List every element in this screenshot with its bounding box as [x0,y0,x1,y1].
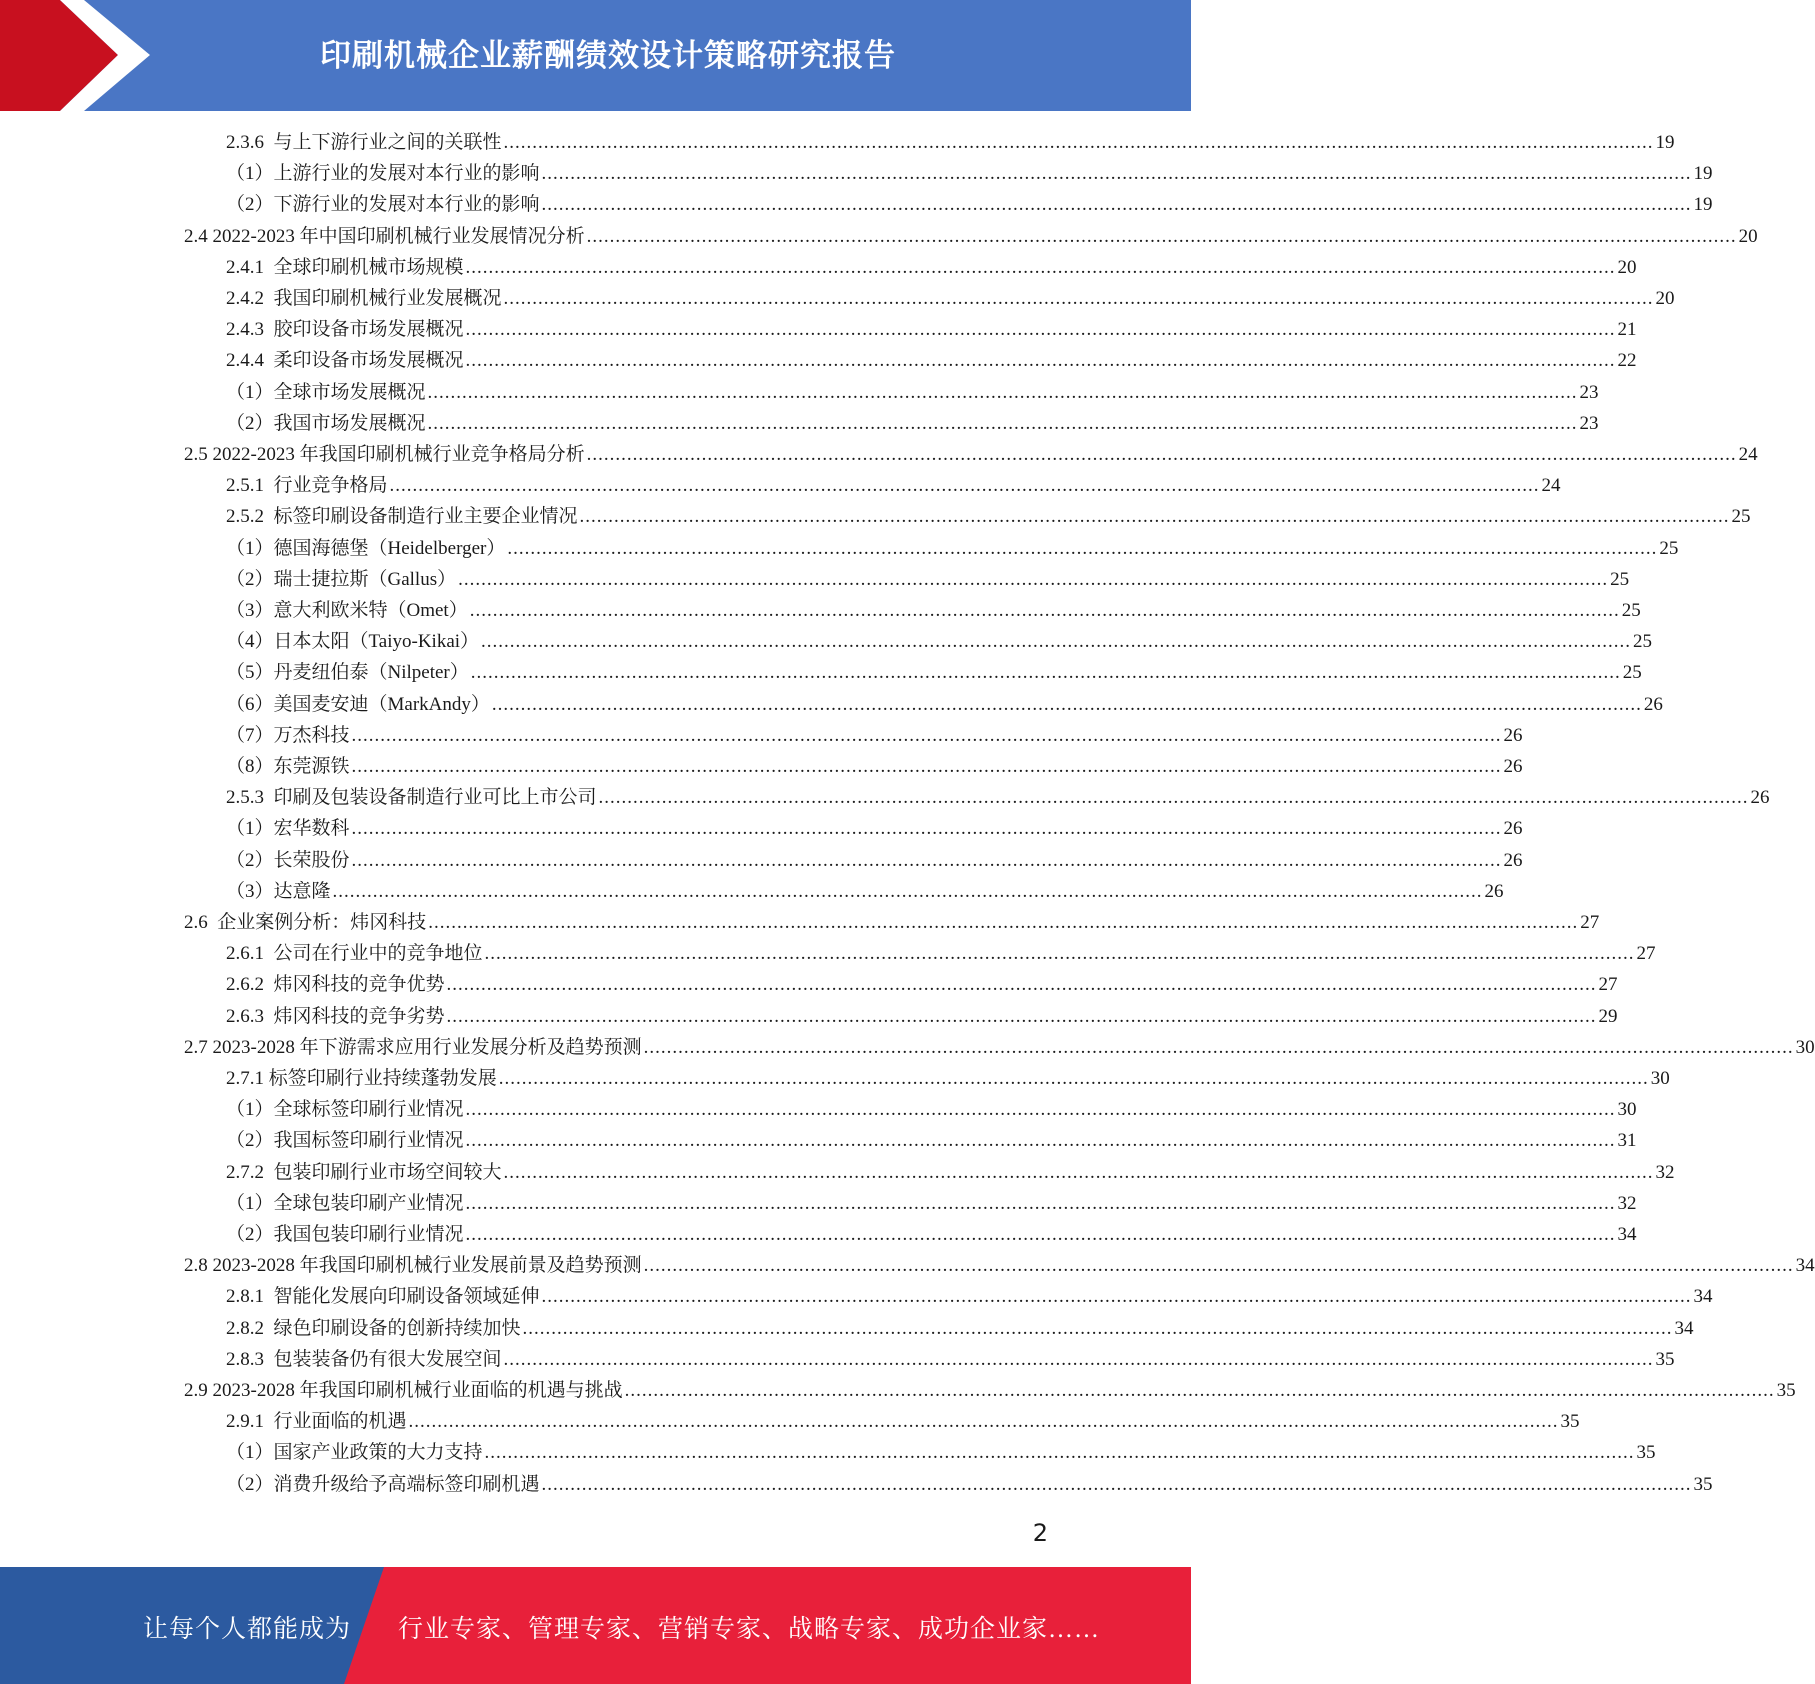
toc-entry-title: （1）德国海德堡（Heidelberger） [226,537,506,559]
toc-leader-dots: ........................................................................................................................................................................................................ [522,1317,1673,1339]
toc-leader-dots: ........................................................................................................................................................................................................ [643,1255,1794,1277]
toc-entry[interactable] [226,1157,1675,1188]
toc-leader-dots: ........................................................................................................................................................................................................ [541,194,1692,216]
toc-leader-dots: ........................................................................................................................................................................................................ [484,1442,1635,1464]
toc-entry-title: 2.3.6 与上下游行业之间的关联性 [226,132,502,153]
toc-entry-page: 35 [1655,1348,1675,1370]
page-header [0,0,1191,111]
toc-leader-dots: ........................................................................................................................................................................................................ [446,974,1597,996]
toc-entry-page: 31 [1617,1130,1637,1152]
toc-entry-title: （2）我国标签印刷行业情况 [226,1130,464,1152]
toc-entry-title: （3）达意隆 [226,880,331,902]
toc-entry[interactable] [184,439,1758,470]
toc-entry[interactable] [226,1001,1618,1032]
toc-leader-dots: ........................................................................................................................................................................................................ [541,1286,1692,1308]
toc-entry-title: 2.8 2023-2028 年我国印刷机械行业发展前景及趋势预测 [184,1255,642,1277]
toc-entry-page: 20 [1655,288,1675,309]
toc-entry-title: （2）我国包装印刷行业情况 [226,1224,464,1245]
toc-leader-dots: ........................................................................................................................................................................................................ [465,1192,1616,1214]
toc-entry[interactable] [226,1406,1580,1437]
toc-entry-title: 2.8.1 智能化发展向印刷设备领域延伸 [226,1286,540,1308]
toc-entry-page: 35 [1636,1442,1656,1464]
toc-entry[interactable] [226,595,1641,626]
toc-leader-dots: ........................................................................................................................................................................................................ [470,662,1621,684]
toc-entry-title: （3）意大利欧米特（Omet） [226,600,468,621]
toc-leader-dots: ........................................................................................................................................................................................................ [332,880,1483,902]
toc-entry-page: 25 [1731,506,1751,528]
toc-leader-dots: ........................................................................................................................................................................................................ [428,912,1579,933]
toc-leader-dots: ........................................................................................................................................................................................................ [481,631,1632,653]
toc-entry-page: 24 [1541,475,1561,497]
toc-entry-title: 2.4 2022-2023 年中国印刷机械行业发展情况分析 [184,225,585,247]
toc-entry[interactable] [226,564,1630,595]
toc-entry-title: （2）瑞士捷拉斯（Gallus） [226,568,457,590]
toc-entry-title: （6）美国麦安迪（MarkAndy） [226,693,490,715]
toc-leader-dots: ........................................................................................................................................................................................................ [465,1224,1616,1245]
toc-entry-page: 30 [1650,1068,1670,1089]
toc-entry-page: 27 [1598,974,1618,996]
toc-leader-dots: ........................................................................................................................................................................................................ [351,724,1502,746]
toc-entry[interactable] [226,1281,1713,1312]
toc-leader-dots: ........................................................................................................................................................................................................ [503,288,1654,309]
toc-entry-page: 23 [1579,381,1599,403]
toc-entry-title: （1）全球市场发展概况 [226,381,426,403]
toc-entry-page: 26 [1750,787,1770,809]
toc-entry-title: （2）下游行业的发展对本行业的影响 [226,194,540,216]
toc-leader-dots: ........................................................................................................................................................................................................ [465,1130,1616,1152]
toc-leader-dots: ........................................................................................................................................................................................................ [465,256,1616,278]
toc-entry-title: 2.7.1 标签印刷行业持续蓬勃发展 [226,1068,497,1089]
toc-entry-page: 24 [1738,444,1758,465]
toc-leader-dots: ........................................................................................................................................................................................................ [507,537,1658,559]
toc-entry-page: 26 [1484,880,1504,902]
toc-leader-dots: ........................................................................................................................................................................................................ [541,163,1692,185]
toc-entry-page: 34 [1617,1224,1637,1245]
toc-entry[interactable] [226,689,1663,720]
toc-entry-page: 34 [1795,1255,1815,1277]
toc-entry-title: 2.9.1 行业面临的机遇 [226,1411,407,1433]
toc-entry-title: 2.5.1 行业竞争格局 [226,475,388,497]
toc-leader-dots: ........................................................................................................................................................................................................ [389,475,1540,497]
toc-entry-page: 20 [1617,256,1637,278]
toc-entry[interactable] [184,1375,1796,1406]
toc-entry-page: 25 [1621,600,1641,621]
toc-entry-title: （2）消费升级给予高端标签印刷机遇 [226,1473,540,1495]
toc-entry-title: （2）长荣股份 [226,849,350,871]
toc-entry-page: 27 [1580,912,1600,933]
toc-entry-title: 2.5.2 标签印刷设备制造行业主要企业情况 [226,506,578,528]
toc-entry[interactable] [226,1125,1637,1156]
toc-entry[interactable] [226,314,1637,345]
toc-leader-dots: ........................................................................................................................................................................................................ [586,444,1737,465]
toc-entry-page: 26 [1503,756,1523,777]
toc-entry-title: 2.7.2 包装印刷行业市场空间较大 [226,1161,502,1183]
toc-entry[interactable] [184,1032,1815,1063]
toc-entry[interactable] [226,1344,1675,1375]
toc-entry-page: 20 [1738,225,1758,247]
toc-entry-page: 19 [1693,194,1713,216]
toc-entry-title: 2.7 2023-2028 年下游需求应用行业发展分析及趋势预测 [184,1036,642,1058]
toc-entry[interactable] [226,657,1642,688]
toc-entry[interactable] [226,751,1523,782]
toc-entry[interactable] [184,221,1758,252]
toc-leader-dots: ........................................................................................................................................................................................................ [427,412,1578,434]
toc-entry-title: 2.8.3 包装装备仍有很大发展空间 [226,1348,502,1370]
toc-entry-title: 2.4.3 胶印设备市场发展概况 [226,319,464,341]
toc-entry[interactable] [226,720,1523,751]
toc-entry-page: 35 [1560,1411,1580,1433]
toc-entry[interactable] [226,252,1637,283]
toc-leader-dots: ........................................................................................................................................................................................................ [586,225,1737,247]
toc-entry-page: 26 [1503,818,1523,840]
toc-leader-dots: ........................................................................................................................................................................................................ [469,600,1620,621]
toc-entry[interactable] [226,1219,1637,1250]
toc-leader-dots: ........................................................................................................................................................................................................ [351,818,1502,840]
toc-entry-page: 27 [1636,943,1656,965]
toc-entry-page: 34 [1674,1317,1694,1339]
toc-entry-title: （1）全球标签印刷行业情况 [226,1099,464,1121]
toc-entry-page: 30 [1617,1099,1637,1121]
toc-entry[interactable] [184,1250,1815,1281]
toc-entry-page: 30 [1795,1036,1815,1058]
toc-entry-title: （4）日本太阳（Taiyo-Kikai） [226,631,480,653]
toc-leader-dots: ........................................................................................................................................................................................................ [503,132,1654,153]
toc-leader-dots: ........................................................................................................................................................................................................ [491,693,1642,715]
toc-entry[interactable] [226,782,1770,813]
toc-entry-title: 2.4.1 全球印刷机械市场规模 [226,256,464,278]
toc-leader-dots: ........................................................................................................................................................................................................ [484,943,1635,965]
toc-entry[interactable] [226,377,1599,408]
toc-entry-page: 26 [1503,849,1523,871]
page-footer [0,1567,1191,1684]
toc-entry[interactable] [226,1063,1670,1094]
toc-leader-dots: ........................................................................................................................................................................................................ [503,1348,1654,1370]
toc-leader-dots: ........................................................................................................................................................................................................ [465,319,1616,341]
toc-entry-title: 2.4.2 我国印刷机械行业发展概况 [226,288,502,309]
toc-leader-dots: ........................................................................................................................................................................................................ [541,1473,1692,1495]
toc-leader-dots: ........................................................................................................................................................................................................ [503,1161,1654,1183]
toc-entry[interactable] [226,501,1751,532]
toc-entry[interactable] [226,938,1656,969]
toc-entry[interactable] [226,158,1713,189]
toc-entry-title: （1）上游行业的发展对本行业的影响 [226,163,540,185]
toc-entry-page: 25 [1622,662,1642,684]
toc-entry[interactable] [226,1437,1656,1468]
toc-entry-title: 2.9 2023-2028 年我国印刷机械行业面临的机遇与挑战 [184,1380,623,1401]
toc-entry[interactable] [226,127,1675,158]
toc-entry-title: 2.6.3 炜冈科技的竞争劣势 [226,1005,445,1027]
toc-entry[interactable] [226,845,1523,876]
toc-entry-page: 32 [1655,1161,1675,1183]
toc-entry-title: （1）国家产业政策的大力支持 [226,1442,483,1464]
toc-leader-dots: ........................................................................................................................................................................................................ [446,1005,1597,1027]
toc-entry-page: 19 [1655,132,1675,153]
toc-leader-dots: ........................................................................................................................................................................................................ [465,1099,1616,1121]
toc-entry-title: （8）东莞源铁 [226,756,350,777]
toc-leader-dots: ........................................................................................................................................................................................................ [465,350,1616,372]
toc-leader-dots: ........................................................................................................................................................................................................ [458,568,1609,590]
toc-entry-title: （1）全球包装印刷产业情况 [226,1192,464,1214]
toc-entry-page: 19 [1693,163,1713,185]
toc-entry-title: （2）我国市场发展概况 [226,412,426,434]
toc-leader-dots: ........................................................................................................................................................................................................ [624,1380,1775,1401]
toc-entry[interactable] [226,345,1637,376]
toc-leader-dots: ........................................................................................................................................................................................................ [427,381,1578,403]
toc-entry-page: 34 [1693,1286,1713,1308]
footer-slogan-left: 让每个人都能成为 [143,1616,352,1643]
toc-entry-title: 2.6.1 公司在行业中的竞争地位 [226,943,483,965]
toc-entry-title: 2.5.3 印刷及包装设备制造行业可比上市公司 [226,787,597,809]
toc-entry-title: （1）宏华数科 [226,818,350,840]
toc-entry[interactable] [226,876,1504,907]
toc-entry[interactable] [226,189,1713,220]
toc-entry[interactable] [226,626,1653,657]
toc-entry-page: 21 [1617,319,1637,341]
toc-entry-title: 2.8.2 绿色印刷设备的创新持续加快 [226,1317,521,1339]
toc-entry-title: （7）万杰科技 [226,724,350,746]
toc-entry[interactable] [226,1469,1713,1500]
toc-entry[interactable] [226,533,1679,564]
page-number: 2 [1032,1519,1048,1547]
toc-entry-page: 35 [1693,1473,1713,1495]
toc-entry[interactable] [226,283,1675,314]
toc-entry[interactable] [226,408,1599,439]
toc-entry-page: 22 [1617,350,1637,372]
footer-slogan-right: 行业专家、管理专家、营销专家、战略专家、成功企业家…… [398,1616,1101,1643]
toc-entry[interactable] [184,907,1600,938]
toc-entry-title: 2.5 2022-2023 年我国印刷机械行业竞争格局分析 [184,444,585,465]
toc-entry[interactable] [226,1188,1637,1219]
toc-entry-page: 25 [1610,568,1630,590]
toc-entry-title: 2.6 企业案例分析：炜冈科技 [184,912,427,933]
toc-leader-dots: ........................................................................................................................................................................................................ [408,1411,1559,1433]
toc-entry-page: 23 [1579,412,1599,434]
toc-leader-dots: ........................................................................................................................................................................................................ [351,849,1502,871]
toc-leader-dots: ........................................................................................................................................................................................................ [598,787,1749,809]
toc-leader-dots: ........................................................................................................................................................................................................ [579,506,1730,528]
toc-entry-page: 26 [1503,724,1523,746]
toc-leader-dots: ........................................................................................................................................................................................................ [498,1068,1649,1089]
toc-entry-title: 2.6.2 炜冈科技的竞争优势 [226,974,445,996]
toc-entry-page: 29 [1598,1005,1618,1027]
toc-entry-page: 26 [1643,693,1663,715]
toc-entry-title: （5）丹麦纽伯泰（Nilpeter） [226,662,469,684]
toc-entry[interactable] [226,813,1523,844]
toc-entry-page: 32 [1617,1192,1637,1214]
toc-entry[interactable] [226,470,1561,501]
toc-entry-page: 25 [1633,631,1653,653]
toc-entry-page: 25 [1659,537,1679,559]
toc-entry[interactable] [226,969,1618,1000]
report-title: 印刷机械企业薪酬绩效设计策略研究报告 [320,38,896,74]
toc-leader-dots: ........................................................................................................................................................................................................ [643,1036,1794,1058]
toc-leader-dots: ........................................................................................................................................................................................................ [351,756,1502,777]
toc-entry[interactable] [226,1313,1694,1344]
toc-entry-title: 2.4.4 柔印设备市场发展概况 [226,350,464,372]
toc-entry[interactable] [226,1094,1637,1125]
toc-entry-page: 35 [1776,1380,1796,1401]
